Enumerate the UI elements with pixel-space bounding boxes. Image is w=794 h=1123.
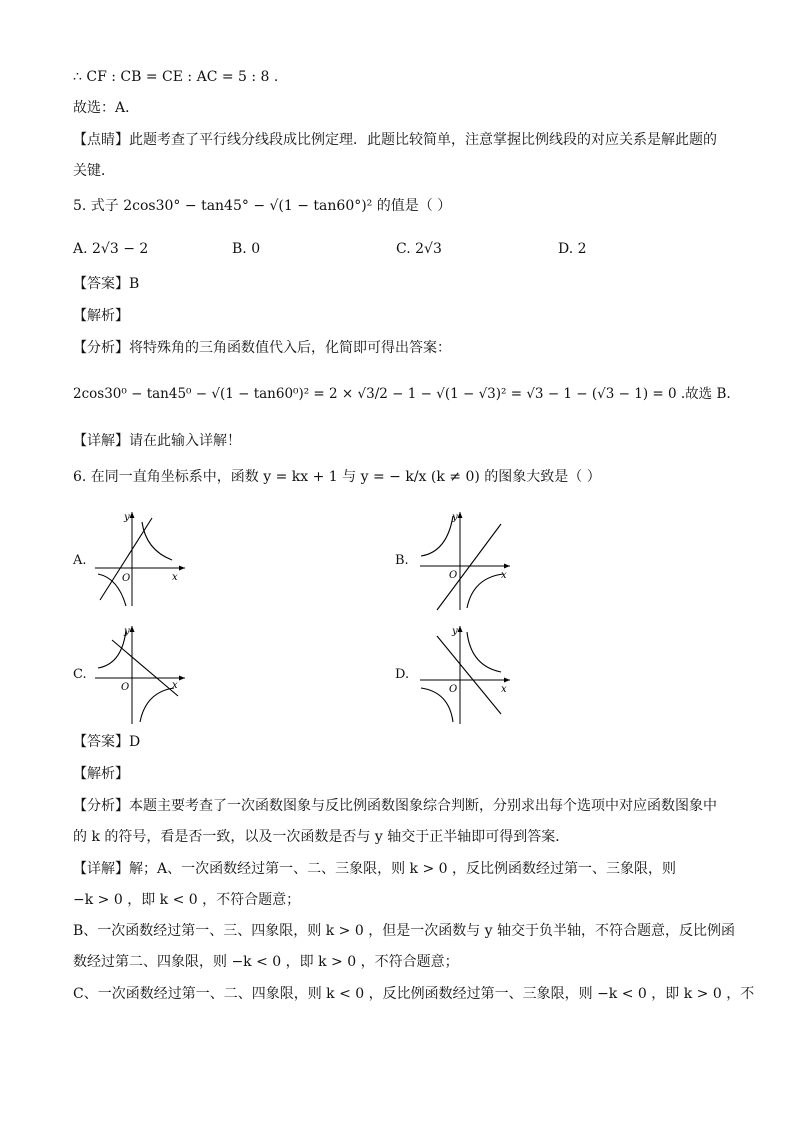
q5-detail: 【详解】请在此输入详解！: [73, 433, 241, 449]
graph-a-origin: O: [122, 573, 131, 584]
q6-analysis-line-2: 的 k 的符号，看是否一致，以及一次函数是否与 y 轴交于正半轴即可得到答案．: [73, 829, 570, 845]
graph-a-y-label: y: [124, 512, 130, 523]
q6-detail-line-3: B、一次函数经过第一、三、四象限，则 k > 0 ，但是一次函数与 y 轴交于负半轴，不符合题意，反比例函: [73, 923, 736, 939]
q5-option-c: C. 2√3: [396, 241, 442, 257]
q6-analysis-heading: 【解析】: [73, 766, 129, 782]
q6-detail-line-1: 【详解】解；A、一次函数经过第一、二、三象限，则 k > 0 ，反比例函数经过第一、三象限，则: [73, 861, 677, 877]
conclusion-line: ∴ CF : CB = CE : AC = 5 : 8 .: [73, 69, 279, 85]
comment-line-1: 【点睛】此题考查了平行线分线段成比例定理．此题比较简单，注意掌握比例线段的对应关系是解此题的: [73, 132, 717, 148]
q6-detail-line-4: 数经过第二、四象限，则 −k < 0 ，即 k > 0 ，不符合题意；: [73, 954, 459, 970]
graph-c-origin: O: [121, 682, 130, 693]
graph-a-label: A.: [73, 553, 87, 568]
graph-b-label: B.: [395, 553, 409, 568]
graph-c-y-label: y: [124, 626, 130, 637]
answer-choice-line: 故选：A．: [73, 100, 140, 116]
graph-d: [415, 622, 515, 726]
graph-d-y-label: y: [452, 626, 458, 637]
graph-b-hyperbola-1: [421, 516, 453, 556]
graph-d-x-label: x: [501, 684, 507, 695]
question-5: 5. 式子 2cos30° − tan45° − √(1 − tan60°)² 的值是（ ）: [73, 198, 452, 214]
q5-option-a: A. 2√3 − 2: [73, 241, 149, 257]
q6-answer: 【答案】D: [73, 734, 141, 750]
q5-answer: 【答案】B: [73, 276, 140, 292]
graph-d-hyperbola-1: [467, 632, 501, 672]
graph-d-label: D.: [395, 667, 410, 682]
question-6: 6. 在同一直角坐标系中，函数 y = kx + 1 与 y = − k/x (k ≠ 0) 的图象大致是（ ）: [73, 469, 601, 485]
graph-a-x-label: x: [172, 572, 178, 583]
q5-analysis-heading: 【解析】: [73, 308, 129, 324]
graph-d-origin: O: [449, 684, 458, 695]
graph-c-x-label: x: [172, 680, 178, 691]
graph-c-label: C.: [73, 667, 87, 682]
graph-b-y-label: y: [452, 512, 458, 523]
graph-b: [415, 508, 515, 612]
graph-b-origin: O: [449, 570, 458, 581]
q6-analysis-line-1: 【分析】本题主要考查了一次函数图象与反比例函数图象综合判断，分别求出每个选项中对应函数图象中: [73, 798, 717, 814]
graph-a: [90, 508, 190, 608]
q6-detail-line-2: −k > 0 ，即 k < 0 ，不符合题意；: [73, 892, 301, 908]
graph-b-x-label: x: [501, 570, 507, 581]
graph-c-hyperbola-2: [140, 688, 174, 722]
graph-c-hyperbola-1: [98, 630, 126, 668]
q5-option-d: D. 2: [558, 241, 587, 257]
q5-calculation: 2cos30⁰ − tan45⁰ − √(1 − tan60⁰)² = 2 × √3/2 − 1 − √(1 − √3)² = √3 − 1 − (√3 − 1) = 0 .故选 B.: [73, 386, 731, 402]
comment-line-2: 关键．: [73, 163, 115, 179]
graph-b-hyperbola-2: [467, 574, 503, 608]
q5-analysis: 【分析】将特殊角的三角函数值代入后，化简即可得出答案：: [73, 340, 451, 356]
graph-c: [90, 622, 190, 726]
q6-detail-line-5: C、一次函数经过第一、二、四象限，则 k < 0 ，反比例函数经过第一、三象限，则 −k < 0 ，即 k > 0 ，不: [73, 986, 755, 1002]
q5-option-b: B. 0: [232, 241, 261, 257]
